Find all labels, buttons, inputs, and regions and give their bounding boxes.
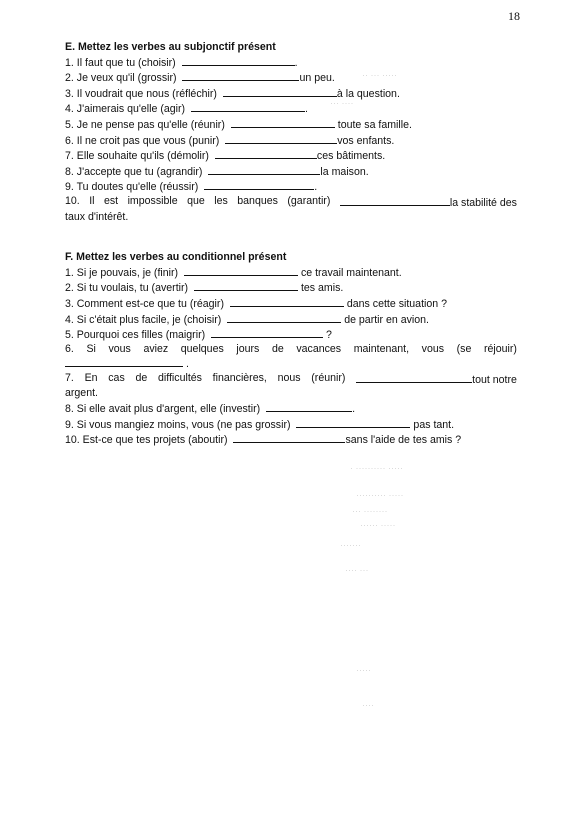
exercise-f-item-6-continuation	[65, 356, 517, 372]
exercise-f-item-7-continuation: argent.	[65, 387, 98, 400]
item-prompt: 6. Il ne croit pas que vous (punir)	[65, 134, 220, 147]
exercise-f-item-1	[65, 265, 517, 281]
answer-blank[interactable]	[204, 179, 314, 190]
exercise-e-item-3	[65, 86, 517, 102]
exercise-e-item-7	[65, 148, 517, 164]
item-ending: pas tant.	[413, 418, 455, 431]
answer-blank[interactable]	[340, 195, 450, 206]
page-number: 18	[508, 9, 520, 23]
item-prompt: 9. Si vous mangiez moins, vous (ne pas grossir)	[65, 418, 291, 431]
item-word: banques	[237, 194, 278, 207]
item-word: financières,	[212, 371, 267, 384]
item-prompt: 1. Si je pouvais, je (finir)	[65, 266, 179, 279]
exercise-e	[65, 41, 517, 224]
item-prompt: 8. J'accepte que tu (agrandir)	[65, 165, 203, 178]
item-word: jours	[236, 342, 260, 355]
answer-blank[interactable]	[65, 356, 183, 367]
item-word: les	[214, 194, 228, 207]
exercise-e-item-6	[65, 133, 517, 149]
item-ending: un peu.	[299, 72, 335, 85]
exercise-f-item-6	[65, 343, 517, 357]
exercise-f-item-5	[65, 327, 517, 343]
item-prompt: 5. Pourquoi ces filles (maigrir)	[65, 329, 206, 342]
item-word: 6.	[65, 342, 74, 355]
item-word: vous	[108, 342, 131, 355]
item-prompt: 3. Il voudrait que nous (réfléchir)	[65, 87, 217, 100]
item-ending: ce travail maintenant.	[300, 266, 402, 279]
item-ending: dans cette situation ?	[346, 297, 447, 310]
answer-blank[interactable]	[227, 312, 341, 323]
exercise-e-item-9	[65, 179, 517, 195]
item-word: difficultés	[157, 371, 202, 384]
exercise-f-item-9	[65, 417, 517, 433]
item-word: vous	[421, 342, 445, 355]
exercise-f-item-8	[65, 401, 517, 417]
item-word: vacances	[296, 342, 342, 355]
item-ending: à la question.	[336, 87, 400, 100]
item-prompt: 5. Je ne pense pas qu'elle (réunir)	[65, 118, 225, 131]
item-word: réjouir)	[483, 342, 517, 355]
exercise-f-item-7	[65, 372, 517, 388]
item-ending: .	[294, 56, 298, 69]
exercise-e-item-10	[65, 195, 517, 211]
item-word: 7.	[65, 371, 74, 384]
item-prompt: 7. Elle souhaite qu'ils (démolir)	[65, 150, 209, 163]
answer-blank[interactable]	[296, 417, 410, 428]
item-ending: tes amis.	[300, 282, 344, 295]
answer-blank[interactable]	[230, 296, 344, 307]
item-word: impossible	[127, 194, 178, 207]
item-word: (garantir)	[287, 194, 331, 207]
item-ending: toute sa famille.	[337, 118, 412, 131]
item-word: 10.	[65, 194, 80, 207]
exercise-f-item-3	[65, 296, 517, 312]
item-word: est	[103, 194, 119, 207]
item-word: maintenant,	[353, 342, 410, 355]
item-prompt: 3. Comment est-ce que tu (réagir)	[65, 297, 224, 310]
answer-blank[interactable]	[184, 265, 298, 276]
exercise-e-item-2	[65, 70, 517, 86]
item-ending: tout notre	[472, 373, 517, 386]
item-ending: vos enfants.	[337, 134, 395, 147]
item-word: nous	[277, 371, 301, 384]
answer-blank[interactable]	[194, 280, 298, 291]
answer-blank[interactable]	[266, 401, 352, 412]
exercise-f-item-10	[65, 432, 517, 448]
item-word: cas	[108, 371, 125, 384]
item-prompt: 10. Est-ce que tes projets (aboutir)	[65, 434, 228, 447]
answer-blank[interactable]	[182, 70, 299, 81]
answer-blank[interactable]	[211, 327, 323, 338]
item-word: En	[84, 371, 98, 384]
item-prompt: 2. Si tu voulais, tu (avertir)	[65, 282, 189, 295]
item-ending: .	[185, 358, 189, 371]
item-ending: de partir en avion.	[344, 313, 429, 326]
answer-blank[interactable]	[233, 432, 345, 443]
item-prompt: 9. Tu doutes qu'elle (réussir)	[65, 181, 199, 194]
item-ending: ces bâtiments.	[316, 150, 386, 163]
answer-blank[interactable]	[356, 372, 472, 383]
item-ending: la stabilité des	[449, 196, 517, 209]
answer-blank[interactable]	[215, 148, 317, 159]
exercise-f-item-2	[65, 280, 517, 296]
item-word: (réunir)	[311, 371, 346, 384]
item-word: que	[187, 194, 205, 207]
item-word: (se	[456, 342, 472, 355]
answer-blank[interactable]	[225, 133, 337, 144]
item-ending: .	[314, 181, 318, 194]
item-ending: la maison.	[320, 165, 369, 178]
item-prompt: 1. Il faut que tu (choisir)	[65, 56, 176, 69]
answer-blank[interactable]	[182, 55, 295, 66]
exercise-e-item-4	[65, 101, 517, 117]
item-word: quelques	[180, 342, 224, 355]
answer-blank[interactable]	[208, 164, 320, 175]
exercise-f-item-4	[65, 312, 517, 328]
answer-blank[interactable]	[191, 101, 305, 112]
exercise-e-item-8	[65, 164, 517, 180]
exercise-e-item-5	[65, 117, 517, 133]
item-word: de	[135, 371, 148, 384]
item-ending: .	[352, 403, 356, 416]
exercise-e-title: E. Mettez les verbes au subjonctif présent	[65, 41, 276, 53]
item-word: de	[271, 342, 284, 355]
item-word: aviez	[143, 342, 169, 355]
answer-blank[interactable]	[231, 117, 335, 128]
item-prompt: 8. Si elle avait plus d'argent, elle (investir)	[65, 403, 261, 416]
exercise-f	[65, 251, 517, 448]
item-word: Si	[86, 342, 96, 355]
item-word: Il	[89, 194, 95, 207]
exercise-e-item-1	[65, 55, 517, 71]
exercise-f-title: F. Mettez les verbes au conditionnel présent	[65, 251, 287, 264]
item-prompt: 2. Je veux qu'il (grossir)	[65, 72, 177, 85]
item-prompt: 4. Si c'était plus facile, je (choisir)	[65, 313, 222, 326]
exercise-e-item-10-continuation: taux d'intérêt.	[65, 210, 129, 223]
item-ending: sans l'aide de tes amis ?	[345, 434, 462, 447]
item-ending: ?	[326, 329, 332, 342]
item-prompt: 4. J'aimerais qu'elle (agir)	[65, 103, 186, 116]
item-ending: .	[305, 103, 308, 116]
worksheet	[65, 41, 517, 448]
answer-blank[interactable]	[223, 86, 337, 97]
